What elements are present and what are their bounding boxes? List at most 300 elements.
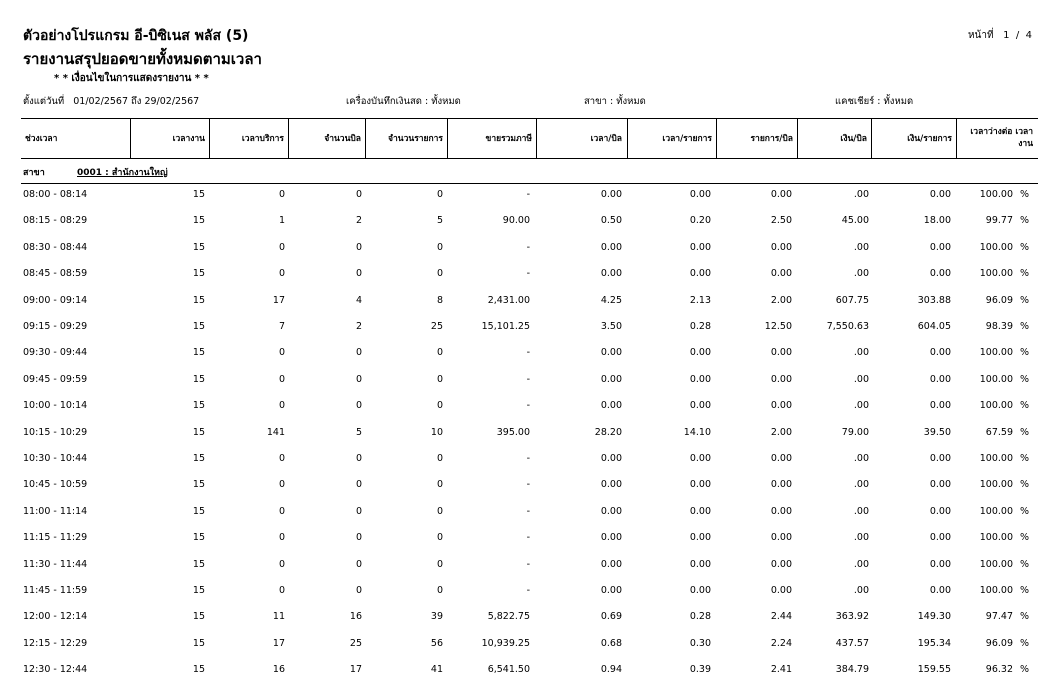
work-time-cell: 15 [192,268,205,280]
money-per-bill-cell: .00 [853,241,869,253]
money-per-item-cell: 303.88 [917,294,951,306]
money-per-bill-cell: .00 [853,400,869,412]
service-time-cell: 0 [278,268,285,280]
time-per-item-cell: 0.00 [689,400,711,412]
page-indicator [968,28,1032,43]
money-per-item-cell: 0.00 [929,241,951,253]
time-range-cell: 10:45 - 10:59 [23,479,88,491]
time-range-cell: 11:45 - 11:59 [23,585,88,596]
time-per-item-cell: 0.00 [689,505,711,517]
register-filter [346,94,461,109]
table-row [0,189,1052,203]
money-per-bill-cell: 363.92 [835,611,869,623]
date-filter-value: 01/02/2567 ถึง 29/02/2567 [73,96,200,107]
bill-count-cell: 0 [355,189,362,200]
items-per-bill-cell: 0.00 [770,505,792,517]
item-count-cell: 10 [430,426,443,438]
idle-ratio-cell: 100.00 [979,558,1013,570]
bill-count-cell: 0 [355,453,362,464]
sales-cell: 395.00 [496,426,530,438]
time-per-item-cell: 0.00 [689,373,711,385]
idle-ratio-cell: 100.00 [979,373,1013,385]
items-per-bill-cell: 2.50 [770,215,792,227]
service-time-cell: 7 [278,321,285,332]
branch-filter-label: สาขา : [584,96,614,107]
item-count-cell: 8 [436,294,443,306]
sales-cell: - [526,558,530,570]
time-range-cell: 12:15 - 12:29 [23,637,88,649]
items-per-bill-cell: 0.00 [770,241,792,253]
col-header-idle-ratio: เวลาว่างต่อ เวลางาน [970,127,1033,149]
money-per-bill-cell: .00 [853,268,869,280]
items-per-bill-cell: 0.00 [770,373,792,385]
service-time-cell: 0 [278,558,285,570]
work-time-cell: 15 [192,241,205,253]
percent-sign: % [1020,505,1030,517]
time-range-cell: 08:15 - 08:29 [23,215,88,227]
sales-cell: - [526,505,530,517]
time-per-item-cell: 0.00 [689,189,711,200]
register-filter-value: ทั้งหมด [431,96,461,107]
time-per-bill-cell: 0.68 [600,637,622,649]
table-row [0,664,1052,678]
percent-sign: % [1020,241,1030,253]
bill-count-cell: 2 [355,215,362,227]
branch-rule [21,183,1038,184]
page-current: 1 [1003,30,1010,41]
cashier-filter-value: ทั้งหมด [883,96,914,107]
money-per-item-cell: 149.30 [917,611,951,623]
report-title: รายงานสรุปยอดขายทั้งหมดตามเวลา [23,50,262,68]
time-per-bill-cell: 0.00 [600,532,622,544]
time-range-cell: 08:00 - 08:14 [23,189,88,200]
col-header-time-per-item: เวลา/รายการ [662,134,712,144]
time-per-item-cell: 0.00 [689,585,711,596]
item-count-cell: 0 [436,479,443,491]
work-time-cell: 15 [192,400,205,412]
item-count-cell: 0 [436,453,443,464]
sales-cell: - [526,400,530,412]
date-filter [23,94,199,109]
idle-ratio-cell: 100.00 [979,268,1013,280]
register-filter-label: เครื่องบันทึกเงินสด : [346,96,429,107]
branch-name: 0001 : สำนักงานใหญ่ [77,168,168,178]
time-per-bill-cell: 0.50 [600,215,622,227]
header-bottom-rule [21,158,1038,159]
money-per-item-cell: 195.34 [917,637,951,649]
percent-sign: % [1020,479,1030,491]
sales-cell: 6,541.50 [487,664,530,676]
items-per-bill-cell: 2.44 [770,611,792,623]
col-header-time-range: ช่วงเวลา [25,134,58,144]
work-time-cell: 15 [192,585,205,596]
money-per-bill-cell: 607.75 [835,294,869,306]
page-total: 4 [1025,30,1032,41]
time-per-item-cell: 0.00 [689,479,711,491]
cashier-filter-label: แคชเชียร์ : [835,96,881,107]
work-time-cell: 15 [192,347,205,359]
items-per-bill-cell: 0.00 [770,453,792,464]
percent-sign: % [1020,215,1030,227]
col-header-money-per-bill: เงิน/บิล [840,134,867,144]
sales-cell: - [526,532,530,544]
condition-heading: * * เงื่อนไขในการแสดงรายงาน * * [54,73,209,84]
time-per-item-cell: 0.00 [689,532,711,544]
idle-ratio-cell: 100.00 [979,479,1013,491]
service-time-cell: 11 [272,611,285,623]
money-per-item-cell: 0.00 [929,585,951,596]
money-per-bill-cell: .00 [853,453,869,464]
item-count-cell: 0 [436,532,443,544]
sales-cell: 2,431.00 [487,294,530,306]
item-count-cell: 0 [436,505,443,517]
service-time-cell: 141 [266,426,285,438]
items-per-bill-cell: 12.50 [764,321,792,332]
service-time-cell: 0 [278,400,285,412]
col-header-items-per-bill: รายการ/บิล [750,134,793,144]
time-per-bill-cell: 28.20 [594,426,622,438]
work-time-cell: 15 [192,294,205,306]
sales-cell: - [526,479,530,491]
time-range-cell: 08:45 - 08:59 [23,268,88,280]
work-time-cell: 15 [192,453,205,464]
service-time-cell: 0 [278,479,285,491]
time-range-cell: 09:00 - 09:14 [23,294,88,306]
table-row [0,268,1052,282]
idle-ratio-cell: 100.00 [979,241,1013,253]
item-count-cell: 0 [436,241,443,253]
bill-count-cell: 0 [355,241,362,253]
table-row [0,347,1052,361]
table-row [0,559,1052,573]
idle-ratio-cell: 100.00 [979,505,1013,517]
money-per-bill-cell: .00 [853,532,869,544]
money-per-item-cell: 0.00 [929,505,951,517]
time-range-cell: 12:00 - 12:14 [23,611,88,623]
idle-ratio-cell: 100.00 [979,453,1013,464]
time-per-bill-cell: 0.00 [600,479,622,491]
items-per-bill-cell: 2.00 [770,294,792,306]
item-count-cell: 0 [436,400,443,412]
items-per-bill-cell: 0.00 [770,189,792,200]
col-header-sales-incl-tax: ขายรวมภาษี [485,134,532,144]
sales-cell: - [526,189,530,200]
money-per-bill-cell: .00 [853,189,869,200]
service-time-cell: 16 [272,664,285,676]
service-time-cell: 0 [278,373,285,385]
item-count-cell: 0 [436,585,443,596]
page-separator: / [1015,30,1020,41]
bill-count-cell: 5 [355,426,362,438]
bill-count-cell: 0 [355,373,362,385]
col-header-time-per-bill: เวลา/บิล [590,134,622,144]
money-per-bill-cell: 384.79 [835,664,869,676]
work-time-cell: 15 [192,558,205,570]
money-per-bill-cell: 437.57 [835,637,869,649]
time-per-bill-cell: 0.00 [600,505,622,517]
col-header-service-time: เวลาบริการ [241,134,284,144]
money-per-item-cell: 0.00 [929,189,951,200]
money-per-item-cell: 18.00 [923,215,951,227]
money-per-item-cell: 0.00 [929,268,951,280]
item-count-cell: 5 [436,215,443,227]
time-per-bill-cell: 0.00 [600,585,622,596]
work-time-cell: 15 [192,189,205,200]
time-range-cell: 11:30 - 11:44 [23,558,88,570]
time-per-bill-cell: 0.00 [600,400,622,412]
bill-count-cell: 0 [355,532,362,544]
time-per-item-cell: 0.28 [689,611,711,623]
money-per-item-cell: 0.00 [929,532,951,544]
time-range-cell: 09:15 - 09:29 [23,321,88,332]
work-time-cell: 15 [192,532,205,544]
sales-cell: - [526,373,530,385]
time-per-bill-cell: 0.00 [600,453,622,464]
idle-ratio-cell: 99.77 [985,215,1013,227]
money-per-item-cell: 0.00 [929,453,951,464]
table-row [0,532,1052,546]
money-per-bill-cell: .00 [853,585,869,596]
work-time-cell: 15 [192,664,205,676]
percent-sign: % [1020,664,1030,676]
idle-ratio-cell: 100.00 [979,400,1013,412]
table-row [0,215,1052,229]
time-range-cell: 12:30 - 12:44 [23,664,88,676]
time-per-bill-cell: 0.00 [600,268,622,280]
time-per-bill-cell: 0.00 [600,189,622,200]
time-range-cell: 10:15 - 10:29 [23,426,88,438]
bill-count-cell: 17 [349,664,362,676]
items-per-bill-cell: 0.00 [770,479,792,491]
time-per-item-cell: 0.20 [689,215,711,227]
percent-sign: % [1020,373,1030,385]
percent-sign: % [1020,453,1030,464]
service-time-cell: 17 [272,294,285,306]
time-range-cell: 08:30 - 08:44 [23,241,88,253]
table-row [0,453,1052,467]
table-row [0,242,1052,256]
idle-ratio-cell: 97.47 [985,611,1013,623]
percent-sign: % [1020,400,1030,412]
sales-cell: 15,101.25 [481,321,530,332]
time-per-bill-cell: 0.00 [600,241,622,253]
col-header-work-time: เวลางาน [172,134,205,144]
time-range-cell: 09:45 - 09:59 [23,373,88,385]
time-per-item-cell: 0.00 [689,558,711,570]
money-per-bill-cell: .00 [853,505,869,517]
money-per-item-cell: 0.00 [929,479,951,491]
sales-cell: - [526,241,530,253]
item-count-cell: 0 [436,189,443,200]
service-time-cell: 0 [278,453,285,464]
items-per-bill-cell: 0.00 [770,347,792,359]
time-per-item-cell: 0.00 [689,268,711,280]
money-per-item-cell: 0.00 [929,347,951,359]
branch-filter-value: ทั้งหมด [616,96,646,107]
items-per-bill-cell: 2.41 [770,664,792,676]
idle-ratio-cell: 100.00 [979,189,1013,200]
sales-cell: - [526,453,530,464]
percent-sign: % [1020,558,1030,570]
idle-ratio-cell: 96.09 [985,294,1013,306]
service-time-cell: 17 [272,637,285,649]
branch-label: สาขา [23,168,45,178]
work-time-cell: 15 [192,637,205,649]
item-count-cell: 0 [436,268,443,280]
idle-ratio-cell: 100.00 [979,532,1013,544]
item-count-cell: 41 [430,664,443,676]
bill-count-cell: 4 [355,294,362,306]
idle-ratio-cell: 98.39 [985,321,1013,332]
money-per-bill-cell: 79.00 [841,426,869,438]
table-row [0,374,1052,388]
money-per-bill-cell: .00 [853,373,869,385]
bill-count-cell: 0 [355,347,362,359]
sales-cell: 10,939.25 [481,637,530,649]
time-per-bill-cell: 0.00 [600,373,622,385]
money-per-item-cell: 0.00 [929,558,951,570]
time-per-bill-cell: 0.00 [600,347,622,359]
cashier-filter [835,94,913,109]
work-time-cell: 15 [192,321,205,332]
time-per-item-cell: 0.00 [689,347,711,359]
sales-cell: 90.00 [502,215,530,227]
time-per-item-cell: 0.00 [689,453,711,464]
money-per-bill-cell: .00 [853,479,869,491]
percent-sign: % [1020,611,1030,623]
sales-cell: - [526,268,530,280]
bill-count-cell: 0 [355,505,362,517]
items-per-bill-cell: 2.00 [770,426,792,438]
percent-sign: % [1020,294,1030,306]
table-row [0,427,1052,441]
time-per-bill-cell: 0.00 [600,558,622,570]
sales-cell: - [526,347,530,359]
table-row [0,479,1052,493]
service-time-cell: 0 [278,505,285,517]
branch-filter [584,94,646,109]
col-header-item-count: จำนวนรายการ [388,134,443,144]
time-per-item-cell: 0.28 [689,321,711,332]
date-filter-label: ตั้งแต่วันที่ [23,96,65,107]
money-per-bill-cell: .00 [853,347,869,359]
page-label: หน้าที่ [967,30,994,41]
bill-count-cell: 0 [355,400,362,412]
bill-count-cell: 16 [349,611,362,623]
item-count-cell: 25 [430,321,443,332]
percent-sign: % [1020,585,1030,596]
time-per-bill-cell: 0.94 [600,664,622,676]
table-row [0,321,1052,335]
time-range-cell: 11:15 - 11:29 [23,532,88,544]
table-row [0,295,1052,309]
time-per-bill-cell: 4.25 [600,294,622,306]
time-per-item-cell: 14.10 [683,426,711,438]
bill-count-cell: 0 [355,585,362,596]
money-per-item-cell: 0.00 [929,400,951,412]
percent-sign: % [1020,268,1030,280]
money-per-item-cell: 0.00 [929,373,951,385]
bill-count-cell: 0 [355,268,362,280]
percent-sign: % [1020,637,1030,649]
time-range-cell: 09:30 - 09:44 [23,347,88,359]
col-header-money-per-item: เงิน/รายการ [907,134,952,144]
table-row [0,638,1052,652]
percent-sign: % [1020,532,1030,544]
service-time-cell: 1 [278,215,285,227]
table-row [0,400,1052,414]
time-per-bill-cell: 3.50 [600,321,622,332]
time-per-item-cell: 0.00 [689,241,711,253]
time-range-cell: 11:00 - 11:14 [23,505,88,517]
time-range-cell: 10:00 - 10:14 [23,400,88,412]
time-per-bill-cell: 0.69 [600,611,622,623]
work-time-cell: 15 [192,611,205,623]
col-header-bill-count: จำนวนบิล [324,134,361,144]
work-time-cell: 15 [192,215,205,227]
bill-count-cell: 0 [355,558,362,570]
money-per-item-cell: 159.55 [917,664,951,676]
work-time-cell: 15 [192,373,205,385]
percent-sign: % [1020,426,1030,438]
bill-count-cell: 25 [349,637,362,649]
items-per-bill-cell: 0.00 [770,558,792,570]
items-per-bill-cell: 2.24 [770,637,792,649]
table-row [0,506,1052,520]
money-per-item-cell: 604.05 [917,321,951,332]
items-per-bill-cell: 0.00 [770,532,792,544]
item-count-cell: 56 [430,637,443,649]
percent-sign: % [1020,347,1030,359]
idle-ratio-cell: 67.59 [985,426,1013,438]
idle-ratio-cell: 100.00 [979,585,1013,596]
percent-sign: % [1020,321,1030,332]
table-row [0,611,1052,625]
item-count-cell: 39 [430,611,443,623]
bill-count-cell: 2 [355,321,362,332]
service-time-cell: 0 [278,532,285,544]
percent-sign: % [1020,189,1030,200]
sales-cell: - [526,585,530,596]
work-time-cell: 15 [192,479,205,491]
items-per-bill-cell: 0.00 [770,268,792,280]
service-time-cell: 0 [278,347,285,359]
sales-cell: 5,822.75 [487,611,530,623]
time-per-item-cell: 0.30 [689,637,711,649]
work-time-cell: 15 [192,426,205,438]
work-time-cell: 15 [192,505,205,517]
service-time-cell: 0 [278,189,285,200]
time-per-item-cell: 2.13 [689,294,711,306]
item-count-cell: 0 [436,347,443,359]
items-per-bill-cell: 0.00 [770,585,792,596]
idle-ratio-cell: 100.00 [979,347,1013,359]
idle-ratio-cell: 96.32 [985,664,1013,676]
idle-ratio-cell: 96.09 [985,637,1013,649]
items-per-bill-cell: 0.00 [770,400,792,412]
money-per-bill-cell: 45.00 [841,215,869,227]
service-time-cell: 0 [278,585,285,596]
money-per-item-cell: 39.50 [923,426,951,438]
bill-count-cell: 0 [355,479,362,491]
time-per-item-cell: 0.39 [689,664,711,676]
item-count-cell: 0 [436,558,443,570]
time-range-cell: 10:30 - 10:44 [23,453,88,464]
company-name: ตัวอย่างโปรแกรม อี-บิซิเนส พลัส (5) [23,28,249,44]
service-time-cell: 0 [278,241,285,253]
money-per-bill-cell: 7,550.63 [826,321,869,332]
money-per-bill-cell: .00 [853,558,869,570]
